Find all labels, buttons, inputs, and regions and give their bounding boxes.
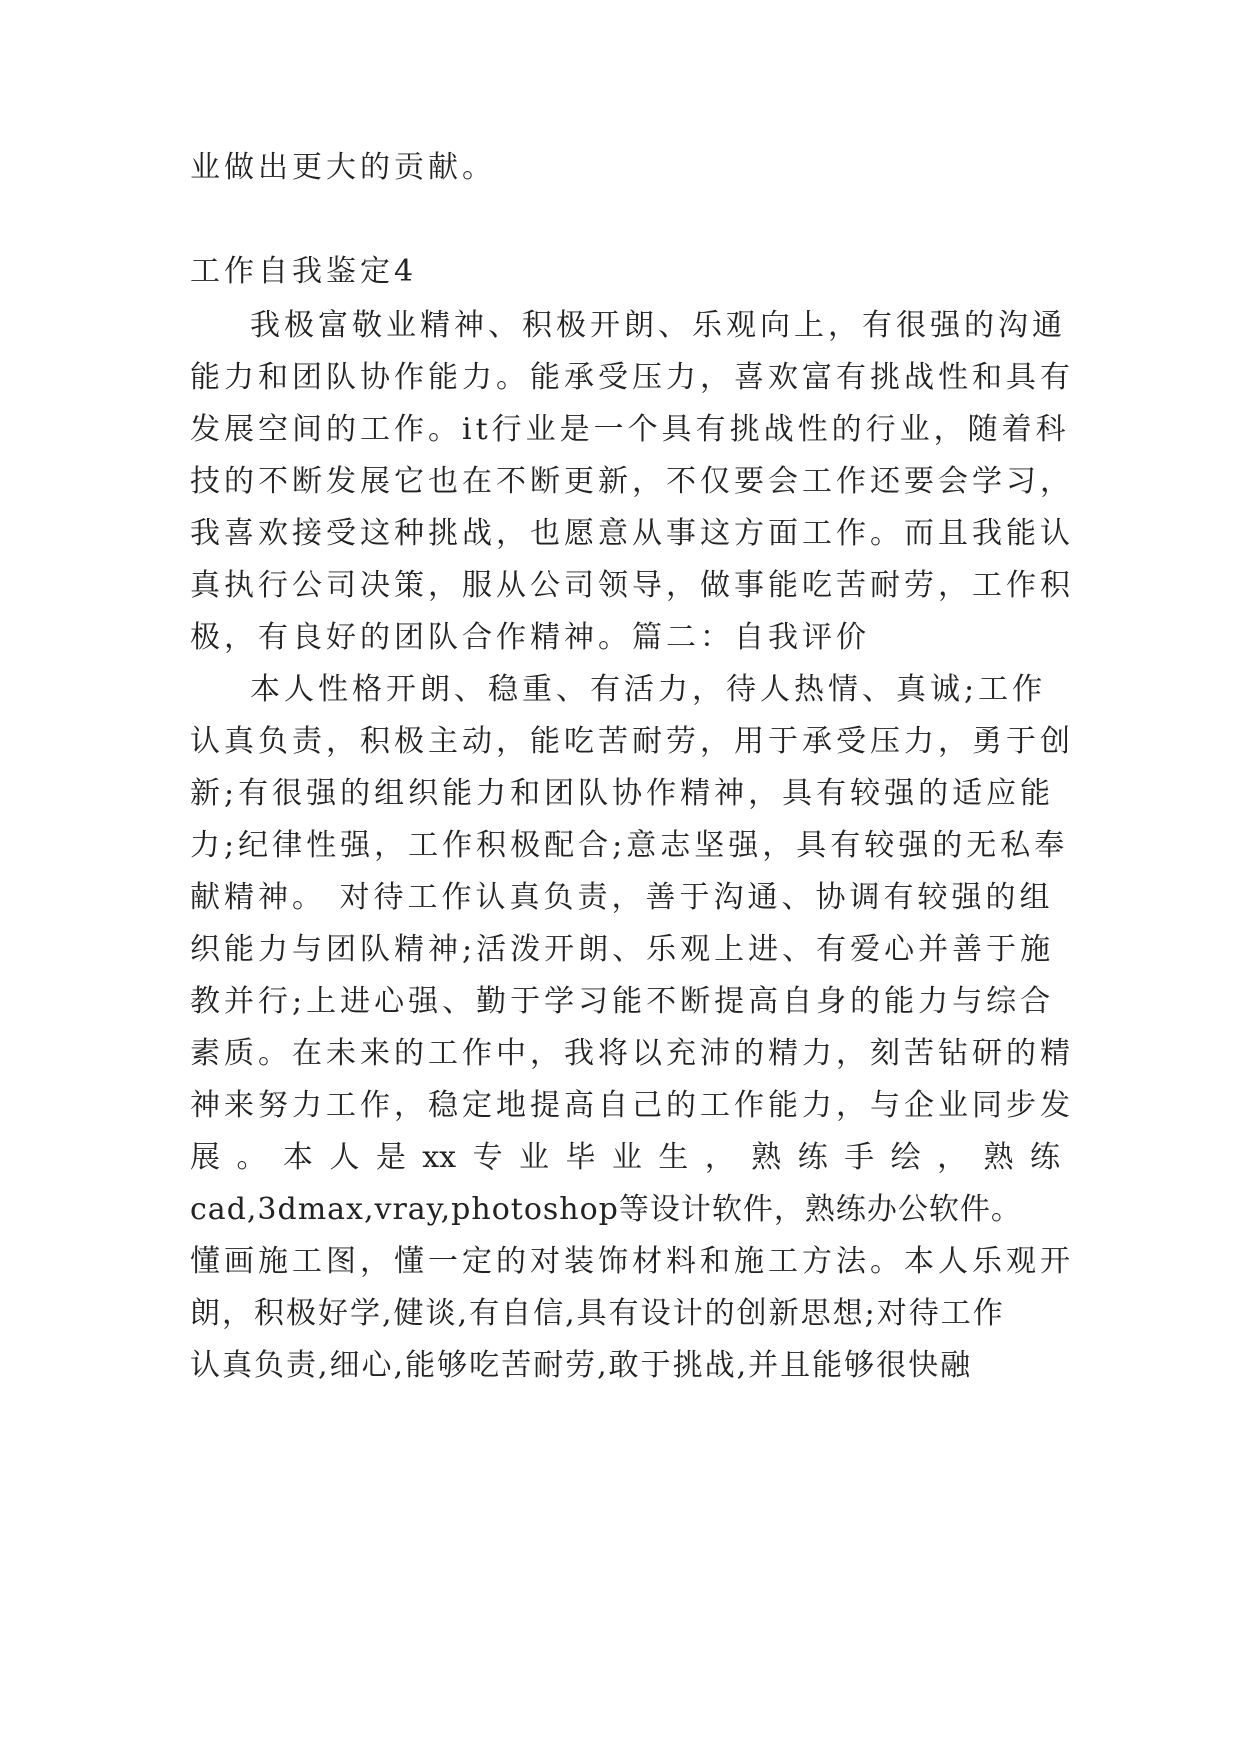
section-title: 工作自我鉴定4 — [190, 254, 418, 289]
word: 展 — [190, 1140, 220, 1175]
paragraph2-line: 神来努力工作，稳定地提高自己的工作能力，与企业同步发 — [190, 1088, 1074, 1123]
paragraph2-line: 认真负责,细心,能够吃苦耐劳,敢于挑战,并且能够很快融 — [190, 1348, 973, 1383]
word: ， — [937, 1140, 968, 1175]
word: 练 — [1030, 1140, 1060, 1175]
word: 人 — [329, 1140, 360, 1175]
word: 熟 — [751, 1140, 782, 1175]
word: 练 — [797, 1140, 828, 1175]
paragraph1-line: 我极富敬业精神、积极开朗、乐观向上，有很强的沟通 — [250, 308, 1066, 343]
word: 是 — [375, 1140, 406, 1175]
word: 绘 — [890, 1140, 921, 1175]
word: xx — [422, 1140, 457, 1175]
paragraph1-line: 我喜欢接受这种挑战，也愿意从事这方面工作。而且我能认 — [190, 516, 1074, 551]
paragraph2-line: 新;有很强的组织能力和团队协作精神，具有较强的适应能 — [190, 776, 1055, 811]
word: 专 — [472, 1140, 503, 1175]
paragraph2-line: 力;纪律性强，工作积极配合;意志坚强，具有较强的无私奉 — [190, 828, 1069, 863]
word: 。 — [236, 1140, 267, 1175]
paragraph1-line: 极，有良好的团队合作精神。篇二：自我评价 — [190, 620, 870, 655]
word: 手 — [844, 1140, 875, 1175]
continuation-line: 业做出更大的贡献。 — [190, 150, 496, 185]
word: 熟 — [983, 1140, 1014, 1175]
paragraph2-line: 朗，积极好学,健谈,有自信,具有设计的创新思想;对待工作 — [190, 1296, 1005, 1331]
word: ， — [704, 1140, 735, 1175]
paragraph2-line: 素质。在未来的工作中，我将以充沛的精力，刻苦钻研的精 — [190, 1036, 1074, 1071]
paragraph1-line: 技的不断发展它也在不断更新，不仅要会工作还要会学习， — [190, 464, 1074, 499]
word: 业 — [611, 1140, 642, 1175]
paragraph2-line: 认真负责，积极主动，能吃苦耐劳，用于承受压力，勇于创 — [190, 724, 1074, 759]
paragraph1-line: 真执行公司决策，服从公司领导，做事能吃苦耐劳，工作积 — [190, 568, 1074, 603]
paragraph2-line: 献精神。 对待工作认真负责，善于沟通、协调有较强的组 — [190, 880, 1054, 915]
paragraph2-line: 教并行;上进心强、勤于学习能不断提高自身的能力与综合 — [190, 984, 1055, 1019]
paragraph2-line: 织能力与团队精神;活泼开朗、乐观上进、有爱心并善于施 — [190, 932, 1055, 967]
word: 毕 — [565, 1140, 596, 1175]
word: 业 — [519, 1140, 550, 1175]
paragraph2-line: cad,3dmax,vray,photoshop等设计软件，熟练办公软件。 — [190, 1192, 1022, 1227]
paragraph1-line: 发展空间的工作。it行业是一个具有挑战性的行业，随着科 — [190, 412, 1070, 447]
paragraph2-line: 本人性格开朗、稳重、有活力，待人热情、真诚;工作 — [250, 672, 1047, 707]
paragraph2-line: 懂画施工图，懂一定的对装饰材料和施工方法。本人乐观开 — [190, 1244, 1074, 1279]
word: 本 — [282, 1140, 313, 1175]
paragraph1-line: 能力和团队协作能力。能承受压力，喜欢富有挑战性和具有 — [190, 360, 1074, 395]
word: 生 — [658, 1140, 689, 1175]
spaced-justified-line — [190, 1138, 1060, 1178]
